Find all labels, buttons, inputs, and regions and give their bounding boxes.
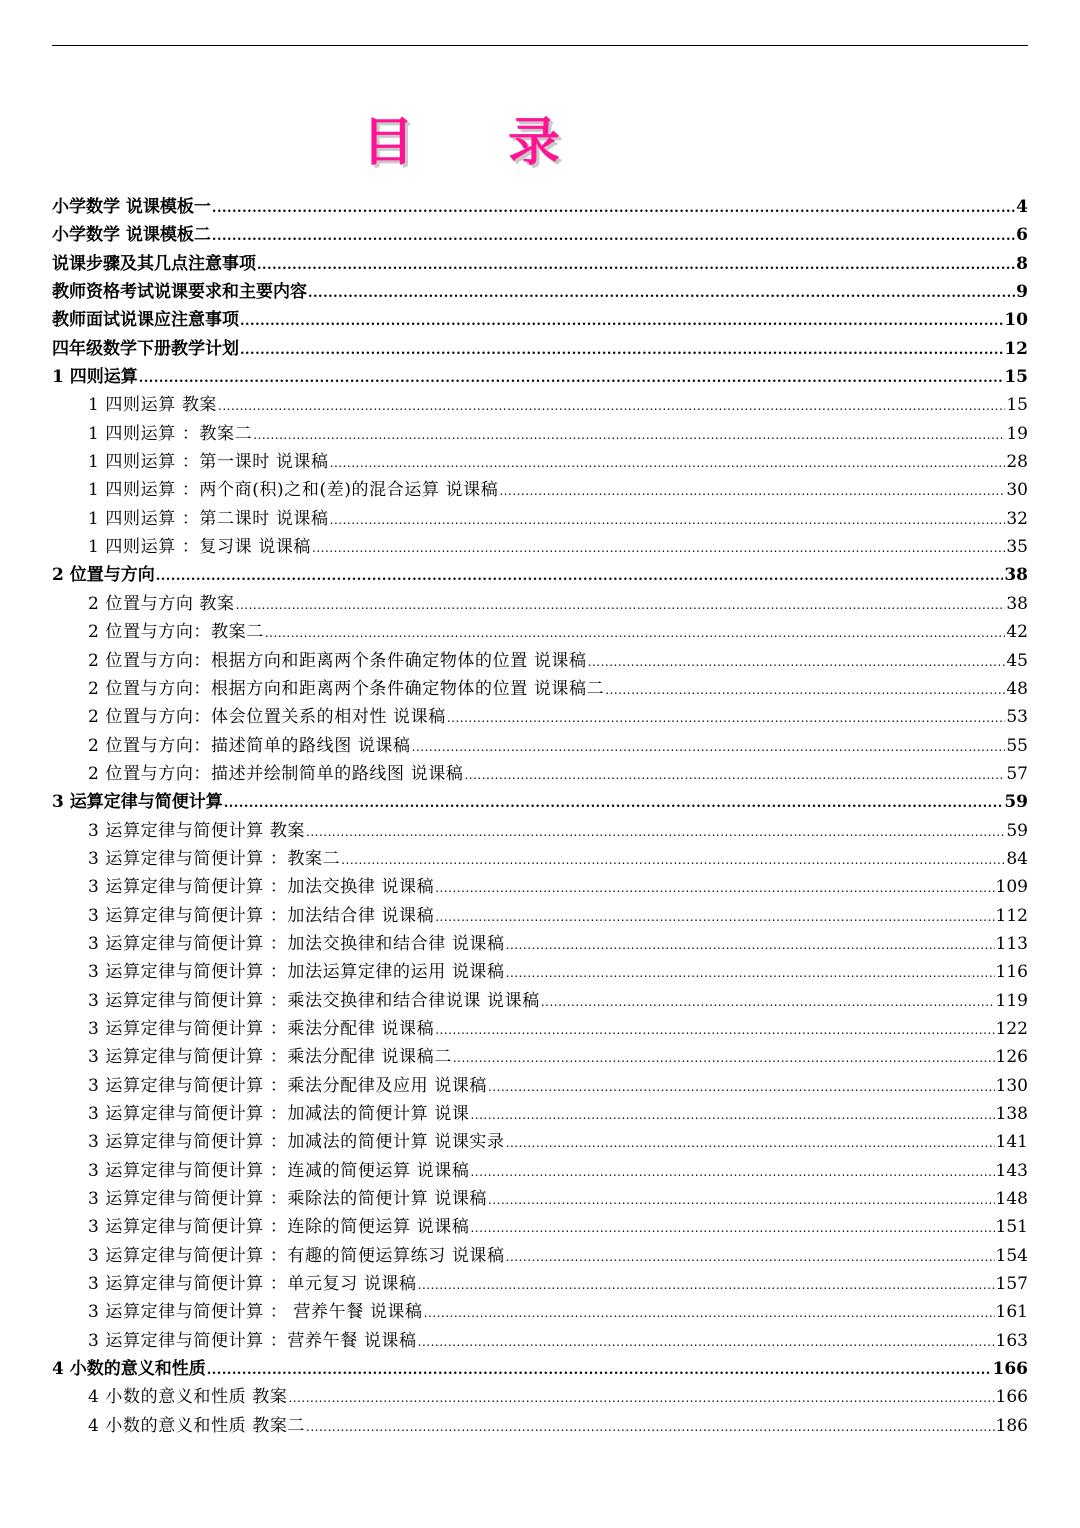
toc-entry-title: 3 运算定律与简便计算 ：加法交换律和结合律 说课稿 <box>88 933 505 954</box>
toc-section-entry[interactable] <box>52 533 1028 561</box>
toc-entry-title: 2 位置与方向：根据方向和距离两个条件确定物体的位置 说课稿 <box>88 650 587 671</box>
toc-page-number: 38 <box>1006 593 1028 614</box>
toc-section-entry[interactable] <box>52 930 1028 958</box>
toc-entry-title: 小学数学 说课模板一 <box>52 197 211 217</box>
toc-entry-title: 2 位置与方向：描述并绘制简单的路线图 说课稿 <box>88 763 464 784</box>
toc-entry-title: 3 运算定律与简便计算 ：加减法的简便计算 说课实录 <box>88 1132 505 1153</box>
toc-section-entry[interactable] <box>52 647 1028 675</box>
toc-entry-title: 1 四则运算 ：复习课 说课稿 <box>88 537 312 558</box>
toc-entry-title: 教师面试说课应注意事项 <box>52 310 239 331</box>
toc-page-number: 154 <box>995 1245 1028 1266</box>
toc-page-number: 116 <box>995 962 1028 983</box>
toc-chapter-entry[interactable] <box>52 788 1028 816</box>
toc-page-number: 55 <box>1006 735 1028 756</box>
toc-entry-title: 2 位置与方向 <box>52 565 155 586</box>
toc-entry-title: 3 运算定律与简便计算 教案 <box>88 820 306 841</box>
toc-entry-title: 2 位置与方向：描述简单的路线图 说课稿 <box>88 735 411 756</box>
toc-section-entry[interactable] <box>52 902 1028 930</box>
toc-page-number: 166 <box>992 1359 1028 1380</box>
toc-page-number: 141 <box>995 1132 1028 1153</box>
toc-page-number: 8 <box>1016 253 1028 274</box>
toc-section-entry[interactable] <box>52 958 1028 986</box>
toc-entry-title: 小学数学 说课模板二 <box>52 225 211 246</box>
toc-page-number: 30 <box>1006 480 1028 501</box>
toc-section-entry[interactable] <box>52 1100 1028 1128</box>
toc-entry-title: 说课步骤及其几点注意事项 <box>52 253 256 274</box>
toc-chapter-entry[interactable] <box>52 363 1028 391</box>
toc-page-number: 161 <box>995 1302 1028 1323</box>
toc-page-number: 163 <box>995 1330 1028 1351</box>
toc-entry-title: 4 小数的意义和性质 <box>52 1359 206 1380</box>
toc-section-entry[interactable] <box>52 476 1028 504</box>
toc-section-entry[interactable] <box>52 987 1028 1015</box>
toc-dot-leader <box>330 505 1006 534</box>
toc-dot-leader <box>253 420 1005 449</box>
toc-entry-title: 2 位置与方向：根据方向和距离两个条件确定物体的位置 说课稿二 <box>88 678 605 699</box>
toc-dot-leader <box>488 1185 995 1214</box>
toc-page-number: 38 <box>1004 565 1028 586</box>
toc-section-entry[interactable] <box>52 1412 1028 1440</box>
toc-dot-leader <box>447 703 1006 732</box>
toc-section-entry[interactable] <box>52 817 1028 845</box>
table-of-contents <box>52 193 1028 1440</box>
toc-entry-title: 2 位置与方向：教案二 <box>88 622 264 643</box>
toc-chapter-entry[interactable] <box>52 250 1028 278</box>
toc-section-entry[interactable] <box>52 675 1028 703</box>
toc-dot-leader <box>224 788 1004 818</box>
toc-page-number: 28 <box>1006 452 1028 473</box>
toc-title: 目 录 <box>361 113 599 173</box>
toc-entry-title: 3 运算定律与简便计算 ：乘除法的简便计算 说课稿 <box>88 1189 488 1210</box>
toc-dot-leader <box>506 930 995 959</box>
toc-section-entry[interactable] <box>52 1185 1028 1213</box>
toc-entry-title: 3 运算定律与简便计算 ：教案二 <box>88 848 341 869</box>
toc-dot-leader <box>470 1100 994 1129</box>
toc-page-number: 148 <box>995 1189 1028 1210</box>
toc-section-entry[interactable] <box>52 732 1028 760</box>
toc-entry-title: 4 小数的意义和性质 教案 <box>88 1387 288 1408</box>
toc-entry-title: 3 运算定律与简便计算 ：加法运算定律的运用 说课稿 <box>88 962 505 983</box>
toc-section-entry[interactable] <box>52 420 1028 448</box>
toc-entry-title: 3 运算定律与简便计算 ：有趣的简便运算练习 说课稿 <box>88 1245 505 1266</box>
toc-page-number: 45 <box>1006 650 1028 671</box>
toc-section-entry[interactable] <box>52 1242 1028 1270</box>
toc-section-entry[interactable] <box>52 1270 1028 1298</box>
toc-chapter-entry[interactable] <box>52 335 1028 363</box>
toc-dot-leader <box>139 363 1004 393</box>
toc-page-number: 12 <box>1004 338 1028 359</box>
toc-dot-leader <box>240 335 1003 365</box>
toc-entry-title: 3 运算定律与简便计算 ：营养午餐 说课稿 <box>88 1330 417 1351</box>
toc-dot-leader <box>541 987 995 1016</box>
toc-dot-leader <box>212 221 1015 251</box>
toc-dot-leader <box>257 250 1015 280</box>
toc-dot-leader <box>424 1298 995 1327</box>
toc-entry-title: 3 运算定律与简便计算 ：加法交换律 说课稿 <box>88 877 435 898</box>
toc-page-number: 15 <box>1004 367 1028 388</box>
toc-page-number: 59 <box>1004 792 1028 813</box>
toc-page-number: 19 <box>1006 423 1028 444</box>
toc-page-number: 59 <box>1006 820 1028 841</box>
toc-section-entry[interactable] <box>52 590 1028 618</box>
toc-page-number: 119 <box>995 990 1028 1011</box>
toc-section-entry[interactable] <box>52 1213 1028 1241</box>
toc-entry-title: 3 运算定律与简便计算 ：连除的简便运算 说课稿 <box>88 1217 470 1238</box>
toc-page-number: 186 <box>995 1415 1028 1436</box>
toc-dot-leader <box>418 1270 995 1299</box>
toc-page-number: 42 <box>1006 622 1028 643</box>
toc-entry-title: 3 运算定律与简便计算 <box>52 792 223 813</box>
toc-page-number: 126 <box>995 1047 1028 1068</box>
toc-dot-leader <box>506 1242 995 1271</box>
toc-page-number: 138 <box>995 1104 1028 1124</box>
toc-section-entry[interactable] <box>52 1298 1028 1326</box>
toc-page-number: 48 <box>1006 678 1028 699</box>
toc-section-entry[interactable] <box>52 873 1028 901</box>
toc-page-number: 130 <box>995 1075 1028 1096</box>
toc-dot-leader <box>470 1213 994 1242</box>
toc-page-number: 112 <box>995 905 1028 926</box>
toc-page-number: 151 <box>995 1217 1028 1238</box>
toc-entry-title: 2 位置与方向：体会位置关系的相对性 说课稿 <box>88 707 446 728</box>
toc-entry-title: 2 位置与方向 教案 <box>88 593 235 614</box>
toc-page-number: 53 <box>1006 707 1028 728</box>
toc-dot-leader <box>470 1157 994 1186</box>
toc-dot-leader <box>588 647 1006 676</box>
toc-entry-title: 1 四则运算 教案 <box>88 395 218 416</box>
toc-dot-leader <box>453 1043 995 1072</box>
toc-dot-leader <box>435 1015 994 1044</box>
toc-page-number: 109 <box>995 877 1028 898</box>
toc-entry-title: 1 四则运算 ：第二课时 说课稿 <box>88 508 329 529</box>
toc-page-number: 4 <box>1016 197 1028 217</box>
toc-dot-leader <box>506 958 995 987</box>
toc-section-entry[interactable] <box>52 845 1028 873</box>
toc-page-number: 6 <box>1016 225 1028 246</box>
toc-page-number: 9 <box>1016 282 1028 303</box>
toc-chapter-entry[interactable] <box>52 1355 1028 1383</box>
toc-section-entry[interactable] <box>52 1015 1028 1043</box>
toc-entry-title: 1 四则运算 <box>52 367 138 388</box>
toc-chapter-entry[interactable] <box>52 306 1028 334</box>
toc-page-number: 15 <box>1006 395 1028 416</box>
toc-entry-title: 3 运算定律与简便计算 ：单元复习 说课稿 <box>88 1274 417 1295</box>
toc-dot-leader <box>308 278 1015 308</box>
toc-page-number: 122 <box>995 1018 1028 1039</box>
toc-section-entry[interactable] <box>52 505 1028 533</box>
toc-dot-leader <box>435 902 994 931</box>
toc-dot-leader <box>488 1072 995 1101</box>
toc-dot-leader <box>464 760 1005 789</box>
toc-entry-title: 1 四则运算 ：第一课时 说课稿 <box>88 452 329 473</box>
toc-section-entry[interactable] <box>52 1128 1028 1156</box>
toc-dot-leader <box>265 618 1006 647</box>
toc-dot-leader <box>207 1355 992 1385</box>
toc-section-entry[interactable] <box>52 1157 1028 1185</box>
toc-section-entry[interactable] <box>52 703 1028 731</box>
toc-dot-leader <box>236 590 1006 619</box>
toc-section-entry[interactable] <box>52 1383 1028 1411</box>
toc-entry-title: 3 运算定律与简便计算 ：乘法分配律 说课稿 <box>88 1018 435 1039</box>
toc-entry-title: 教师资格考试说课要求和主要内容 <box>52 282 307 303</box>
toc-section-entry[interactable] <box>52 618 1028 646</box>
toc-entry-title: 3 运算定律与简便计算 ：连减的简便运算 说课稿 <box>88 1160 470 1181</box>
toc-dot-leader <box>341 845 1005 874</box>
toc-dot-leader <box>156 561 1004 591</box>
toc-dot-leader <box>306 1412 995 1441</box>
toc-page-number: 143 <box>995 1160 1028 1181</box>
toc-dot-leader <box>435 873 994 902</box>
toc-page-number: 84 <box>1006 848 1028 869</box>
toc-section-entry[interactable] <box>52 1072 1028 1100</box>
toc-section-entry[interactable] <box>52 1043 1028 1071</box>
toc-dot-leader <box>312 533 1005 562</box>
toc-dot-leader <box>506 1128 995 1157</box>
toc-chapter-entry[interactable] <box>52 278 1028 306</box>
toc-dot-leader <box>418 1327 995 1356</box>
toc-dot-leader <box>240 306 1003 336</box>
toc-entry-title: 3 运算定律与简便计算 ：加法结合律 说课稿 <box>88 905 435 926</box>
toc-dot-leader <box>605 675 1005 704</box>
toc-entry-title: 4 小数的意义和性质 教案二 <box>88 1415 306 1436</box>
toc-page-number: 113 <box>995 933 1028 954</box>
toc-section-entry[interactable] <box>52 448 1028 476</box>
toc-chapter-entry[interactable] <box>52 193 1028 221</box>
toc-dot-leader <box>330 448 1006 477</box>
toc-section-entry[interactable] <box>52 391 1028 419</box>
toc-section-entry[interactable] <box>52 760 1028 788</box>
toc-section-entry[interactable] <box>52 1327 1028 1355</box>
toc-chapter-entry[interactable] <box>52 561 1028 589</box>
toc-entry-title: 1 四则运算 ：两个商(积)之和(差)的混合运算 说课稿 <box>88 480 499 501</box>
toc-page-number: 57 <box>1006 763 1028 784</box>
toc-dot-leader <box>218 391 1005 420</box>
toc-entry-title: 3 运算定律与简便计算 ：乘法交换律和结合律说课 说课稿 <box>88 990 540 1011</box>
toc-page-number: 157 <box>995 1274 1028 1295</box>
toc-entry-title: 1 四则运算 ：教案二 <box>88 423 253 444</box>
toc-page-number: 166 <box>995 1387 1028 1408</box>
toc-entry-title: 3 运算定律与简便计算 ：加减法的简便计算 说课 <box>88 1104 470 1124</box>
toc-entry-title: 3 运算定律与简便计算 ：乘法分配律 说课稿二 <box>88 1047 452 1068</box>
header-rule <box>52 45 1028 46</box>
toc-entry-title: 3 运算定律与简便计算 ： 营养午餐 说课稿 <box>88 1302 423 1323</box>
toc-page-number: 32 <box>1006 508 1028 529</box>
toc-page-number: 10 <box>1004 310 1028 331</box>
toc-entry-title: 3 运算定律与简便计算 ：乘法分配律及应用 说课稿 <box>88 1075 488 1096</box>
toc-entry-title: 四年级数学下册教学计划 <box>52 338 239 359</box>
toc-dot-leader <box>412 732 1006 761</box>
toc-dot-leader <box>306 817 1005 846</box>
toc-dot-leader <box>212 193 1015 223</box>
toc-dot-leader <box>499 476 1005 505</box>
toc-chapter-entry[interactable] <box>52 221 1028 249</box>
toc-page-number: 35 <box>1006 537 1028 558</box>
toc-dot-leader <box>288 1383 994 1412</box>
